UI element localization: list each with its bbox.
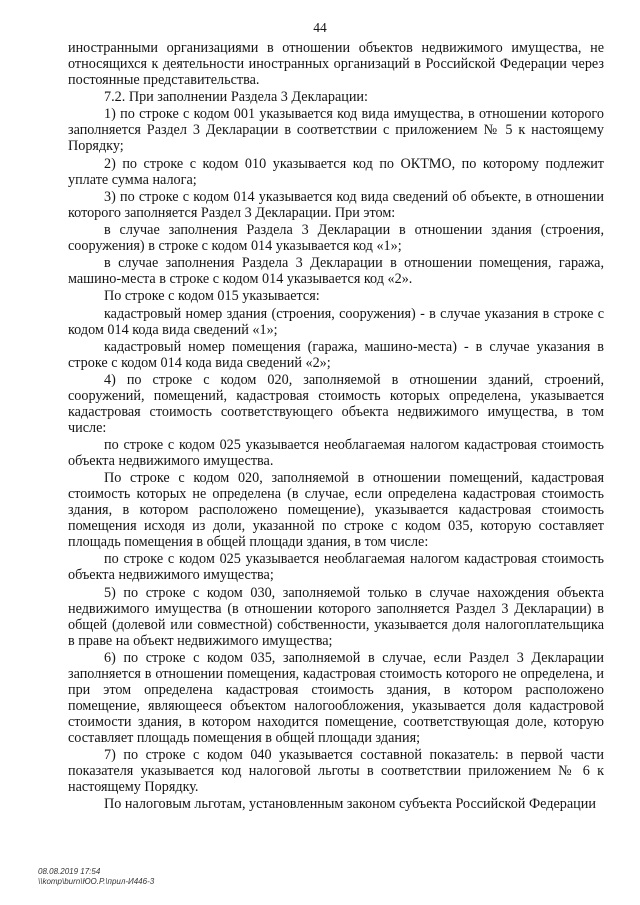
paragraph: 2) по строке с кодом 010 указывается код по ОКТМО, по которому подлежит уплате сумма налога; (68, 155, 604, 188)
paragraph: 3) по строке с кодом 014 указывается код вида сведений об объекте, в отношении которого заполняется Раздел 3 Декларации. При этом: (68, 188, 604, 221)
paragraph: 7) по строке с кодом 040 указывается составной показатель: в первой части показателя указывается код налоговой льготы в соответствии приложением № 6 к настоящему Порядку. (68, 747, 604, 795)
paragraph: 7.2. При заполнении Раздела 3 Декларации: (104, 89, 368, 106)
paragraph: 5) по строке с кодом 030, заполняемой только в случае нахождения объекта недвижимого имущества (в отношении которого заполняется Раздел 3 Декларации) в общей (долевой или совместной) собственности, указывается доля налогоплательщика в праве на объект недвижимого имущества; (68, 584, 604, 649)
paragraph: 4) по строке с кодом 020, заполняемой в отношении зданий, строений, сооружений, помещений, кадастровая стоимость которых определена, указывается кадастровая стоимость соответствующего объекта недвижимого имущества, в том числе: (68, 371, 604, 436)
paragraph: 1) по строке с кодом 001 указывается код вида имущества, в отношении которого заполняется Раздел 3 Декларации в соответствии с приложением № 5 к настоящему Порядку; (68, 106, 604, 155)
paragraph: в случае заполнения Раздела 3 Декларации в отношении помещения, гаража, машино-места в строке с кодом 014 указывается код «2». (68, 255, 604, 288)
paragraph: По строке с кодом 015 указывается: (104, 288, 320, 305)
paragraph: кадастровый номер здания (строения, сооружения) - в случае указания в строке с кодом 014 кода вида сведений «1»; (68, 305, 604, 338)
paragraph: по строке с кодом 025 указывается необлагаемая налогом кадастровая стоимость объекта недвижимого имущества. (68, 437, 604, 470)
paragraph: кадастровый номер помещения (гаража, машино-места) - в случае указания в строке с кодом 014 кода вида сведений «2»; (68, 338, 604, 371)
paragraph: 6) по строке с кодом 035, заполняемой в случае, если Раздел 3 Декларации заполняется в отношении помещения, кадастровая стоимость которого не определена, и при этом определена кадастровая стоимость здания, в котором расположено помещение, являющееся объектом налогообложения, указывается доля кадастровой стоимости здания, в котором находится помещение, соответствующая доле, которую составляет площадь помещения в общей площади здания; (68, 649, 604, 746)
footer-file-path: \\komp\burn\ЮО.Р.\прил-И446-3 (38, 877, 155, 886)
paragraph: иностранными организациями в отношении объектов недвижимого имущества, не относящихся к деятельности иностранных организаций в Российской Федерации через постоянные представительства. (68, 40, 604, 88)
paragraph: По строке с кодом 020, заполняемой в отношении помещений, кадастровая стоимость которых не определена (в случае, если определена кадастровая стоимость здания, в котором расположено помещение), указывается кадастровая стоимость помещения исходя из доли, указанной по строке с кодом 035, которую составляет площадь помещения в общей площади здания, в том числе: (68, 470, 604, 551)
body-text (68, 40, 604, 813)
footer-stamp (38, 867, 154, 887)
footer-timestamp: 08.08.2019 17:54 (38, 867, 101, 876)
paragraph: в случае заполнения Раздела 3 Декларации в отношении здания (строения, сооружения) в строке с кодом 014 указывается код «1»; (68, 221, 604, 254)
paragraph: по строке с кодом 025 указывается необлагаемая налогом кадастровая стоимость объекта недвижимого имущества; (68, 551, 604, 584)
paragraph: По налоговым льготам, установленным законом субъекта Российской Федерации (104, 796, 596, 813)
page-number: 44 (313, 20, 327, 35)
